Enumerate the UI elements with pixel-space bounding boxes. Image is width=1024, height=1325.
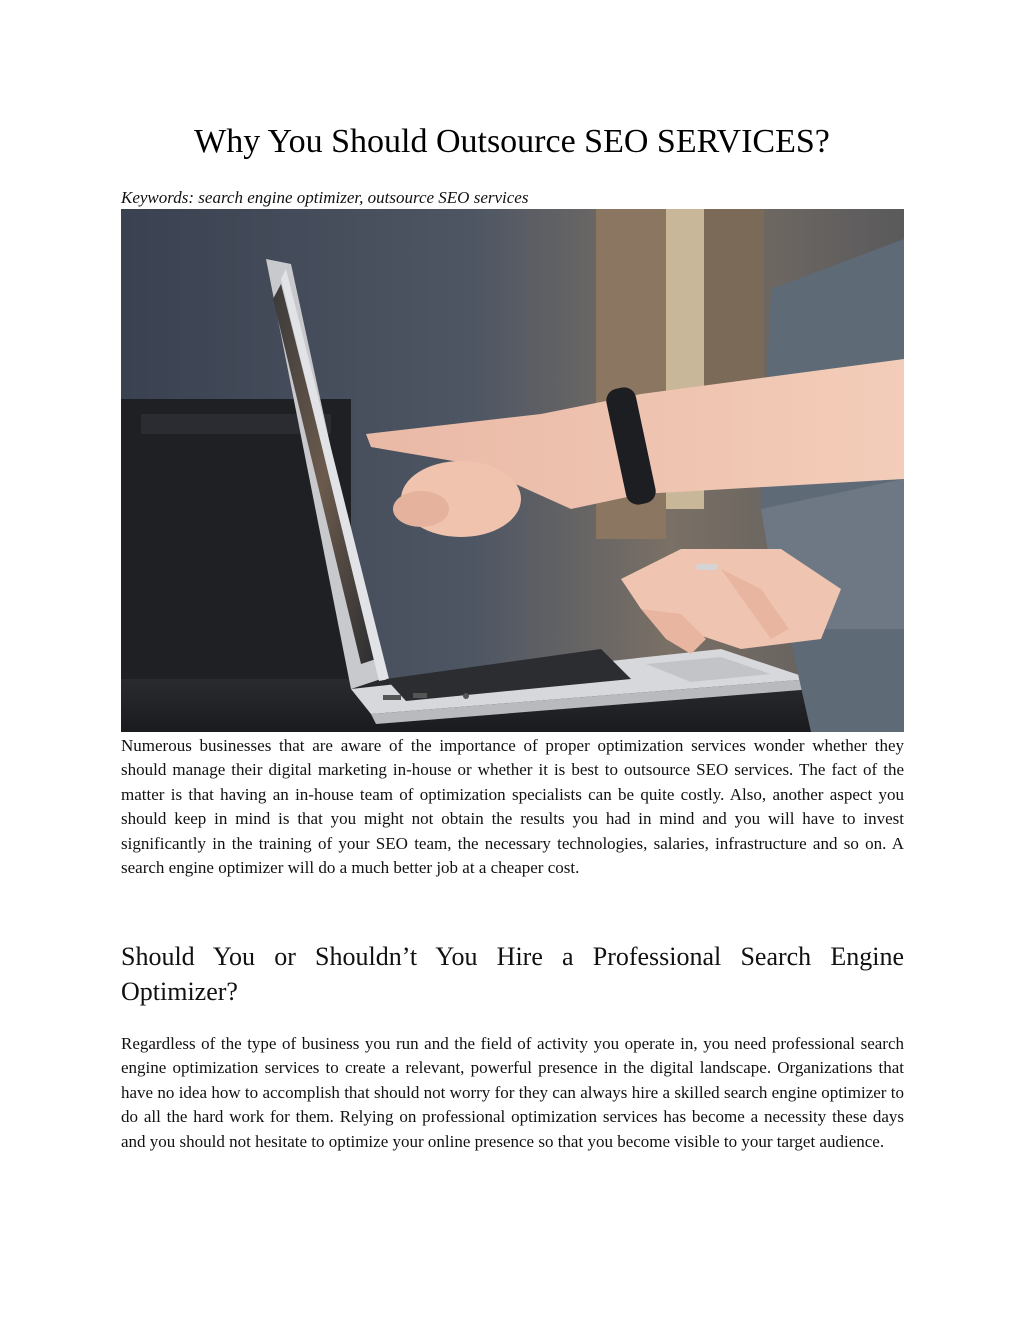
keywords-line: Keywords: search engine optimizer, outsource SEO services xyxy=(121,188,529,207)
page-title: Why You Should Outsource SEO SERVICES? xyxy=(194,123,830,160)
body-paragraph-2: Regardless of the type of business you run and the field of activity you operate in, you need professional search engine optimization services to create a relevant, powerful presence in the digital landscape. Organizations that have no idea how to accomplish that should not worry for they can always hire a skilled search engine optimizer to do all the hard work for them. Relying on professional optimization services has become a necessity these days and you should not hesitate to optimize your online presence so that you become visible to your target audience. xyxy=(121,1034,904,1151)
body-paragraph-1: Numerous businesses that are aware of the importance of proper optimization services wonder whether they should manage their digital marketing in-house or whether it is best to outsource SEO services. The fact of the matter is that having an in-house team of optimization specialists can be quite costly. Also, another aspect you should keep in mind is that you might not obtain the results you had in mind and you will have to invest significantly in the training of your SEO team, the necessary technologies, salaries, infrastructure and so on. A search engine optimizer will do a much better job at a cheaper cost. xyxy=(121,736,904,878)
section-heading: Should You or Shouldn’t You Hire a Professional Search Engine Optimizer? xyxy=(121,942,904,1006)
laptop-pointing-photo xyxy=(121,209,904,732)
